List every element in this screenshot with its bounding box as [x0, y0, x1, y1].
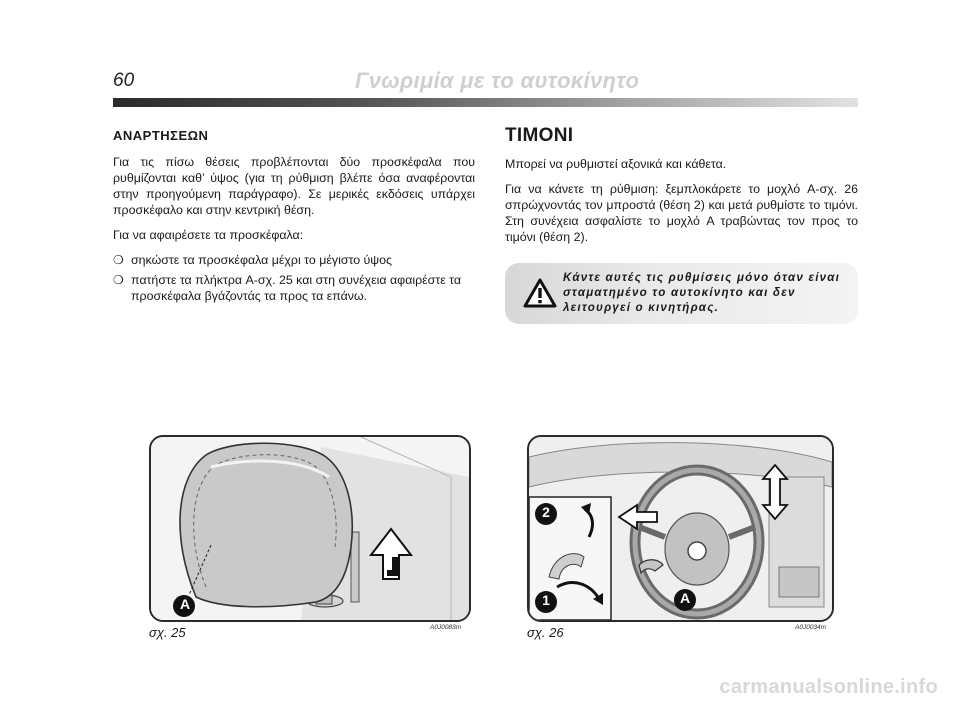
figure-caption: σχ. 25 — [149, 625, 186, 640]
bullet-text: πατήστε τα πλήκτρα A-σχ. 25 και στη συνέχεια αφαιρέστε τα προσκέφαλα βγάζοντάς τα προς τα επάνω. — [131, 273, 462, 303]
section-title-steering-wheel: ΤΙΜΟΝΙ — [505, 125, 574, 146]
section-title-headrests: ΑΝΑΡΤΗΣΕΩΝ — [113, 128, 209, 143]
paragraph: Για να κάνετε τη ρύθμιση: ξεμπλοκάρετε το μοχλό A-σχ. 26 σπρώχνοντάς τον μπροστά (θέση 2) και μετά ρυθμίστε το τιμόνι. Στη συνέχεια ασφαλίστε το μοχλό A τραβώντας τον προς το τιμόνι (θέση 2). — [505, 182, 858, 244]
paragraph: Για να αφαιρέσετε τα προσκέφαλα: — [113, 228, 304, 242]
warning-text: Κάντε αυτές τις ρυθμίσεις μόνο όταν είναι σταματημένο το αυτοκίνητο και δεν λειτουργεί ο κινητήρας. — [563, 271, 841, 314]
callout-label-a: A — [679, 590, 691, 606]
figure-code: A0J0034m — [795, 624, 827, 631]
callout-label-1: 1 — [542, 592, 550, 608]
left-column — [113, 128, 475, 308]
headrest-illustration — [151, 437, 469, 620]
bullet-item — [113, 252, 475, 268]
bullet-circle-icon: ❍ — [113, 253, 124, 267]
callout-label-a: A — [179, 596, 191, 612]
bullet-circle-icon: ❍ — [113, 273, 124, 287]
right-column — [505, 125, 858, 254]
bullet-text: σηκώστε τα προσκέφαλα μέχρι το μέγιστο ύψος — [131, 253, 393, 267]
bullet-item — [113, 272, 475, 304]
paragraph: Για τις πίσω θέσεις προβλέπονται δύο προσκέφαλα που ρυθμίζονται καθ’ ύψος (για τη ρύθμιση βλέπε όσα αναφέρονται στην προηγούμενη παράγραφο). Σε μερικές εκδόσεις υπάρχει προσκέφαλο και στην κεντρική θέση. — [113, 155, 475, 217]
figure-caption: σχ. 26 — [527, 625, 564, 640]
header-rule — [113, 98, 858, 107]
page-header-title: Γνωριμία με το αυτοκίνητο — [355, 68, 640, 93]
figure-code: A0J0083m — [430, 624, 462, 631]
warning-box — [505, 263, 858, 324]
figure-headrest — [149, 435, 471, 622]
callout-label-2: 2 — [542, 504, 550, 520]
warning-triangle-icon — [523, 278, 557, 308]
footer-watermark: carmanualsonline.info — [719, 676, 938, 698]
page-number: 60 — [113, 70, 135, 91]
figure-steering-wheel — [527, 435, 834, 622]
paragraph: Μπορεί να ρυθμιστεί αξονικά και κάθετα. — [505, 157, 727, 171]
